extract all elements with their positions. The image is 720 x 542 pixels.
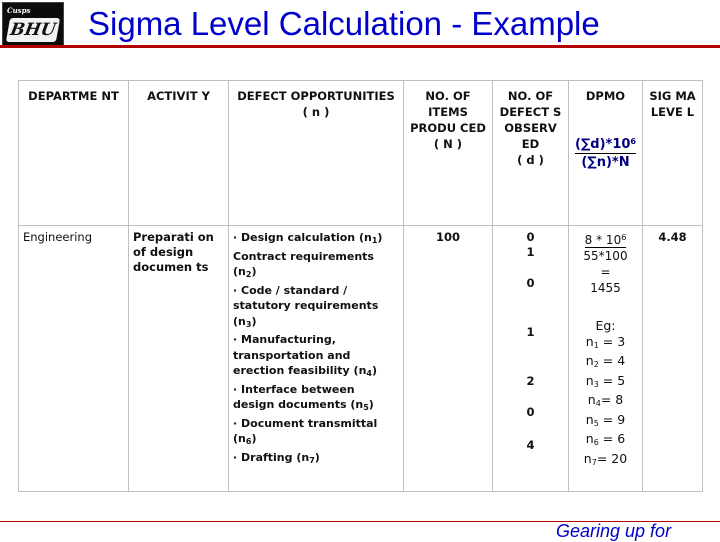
example-n: n (585, 353, 594, 368)
example-value: = 4 (598, 353, 626, 368)
bullet: · (233, 416, 242, 430)
header-dpmo: DPMO $(\sum d)*10^6$ (∑n)*N (569, 81, 643, 226)
cell-defect-opportunities (229, 226, 404, 492)
example-item (573, 451, 638, 471)
cell-defects-observed (493, 226, 569, 492)
logo-top-text: Cusps (7, 6, 31, 15)
example-subscript: 3 (593, 379, 599, 389)
defect-label: (n (350, 398, 364, 411)
defect-label: (n (353, 364, 367, 377)
example-n: n (583, 450, 592, 466)
defect-label: (n (358, 231, 372, 244)
defect-text: Manufacturing, transportation and erection feasibility (233, 333, 354, 377)
example-list (573, 334, 638, 471)
dpmo-calc: $8 * 10^6$ 55*100 = 1455 (583, 233, 628, 295)
defect-subscript: 4 (366, 369, 372, 378)
example-value: = 9 (598, 411, 626, 427)
defect-label-close: ) (368, 398, 374, 411)
defect-subscript: 5 (363, 403, 369, 412)
slide-title: Sigma Level Calculation - Example (88, 5, 600, 42)
example-item (573, 392, 638, 412)
example-subscript: 4 (595, 399, 601, 408)
defects-observed-list (497, 230, 564, 453)
bullet: · (233, 450, 242, 464)
cell-department: Engineering (19, 226, 129, 492)
defect-subscript: 3 (245, 319, 252, 329)
dpmo-calc-numerator: $8 * 10^6$ (584, 233, 627, 247)
defect-count: 1 (526, 245, 535, 259)
defect-opportunity-item (233, 382, 399, 416)
example-subscript: 7 (591, 457, 597, 467)
bullet: · (233, 231, 242, 244)
defect-label-close: ) (251, 314, 257, 328)
example-n: n (587, 392, 596, 407)
header-items-produced: NO. OF ITEMS PRODU CED ( N ) (404, 81, 493, 226)
dpmo-formula-numerator: $(\sum d)*10^6$ (575, 134, 636, 154)
defect-label: (n (233, 432, 246, 445)
defect-text: Document transmittal (241, 416, 378, 430)
table-row (19, 226, 703, 492)
defect-label: (n (296, 450, 310, 464)
defect-subscript: 1 (371, 236, 378, 245)
example-values: Eg: $n_1 = 3$ $n_2 = 4$ $n_3 = 5$ $n_4= 8$ $n_5 = 9$ $n_6 = 6$ $n_7= 20$ (573, 318, 638, 470)
defect-label-close: ) (251, 265, 257, 278)
example-item (573, 412, 638, 432)
defect-label-close: ) (371, 364, 378, 377)
header-department: DEPARTME NT (19, 81, 129, 226)
defect-opportunity-item (233, 283, 399, 333)
defect-text: Design calculation (241, 231, 359, 244)
footer-text: Gearing up for (556, 521, 672, 541)
defect-text: Drafting (241, 450, 297, 464)
defect-label: (n (233, 265, 246, 278)
defect-count: 2 (526, 374, 535, 388)
example-value: = 8 (600, 392, 624, 407)
example-n: n (585, 372, 594, 388)
example-n: n (585, 431, 594, 446)
defect-count: 0 (526, 230, 535, 244)
title-divider (0, 45, 720, 48)
defect-text: Contract requirements (233, 249, 374, 263)
example-item (573, 431, 638, 451)
table-header-row (19, 81, 703, 226)
example-value: = 3 (598, 333, 626, 349)
dpmo-formula-denominator: (∑n)*N (581, 155, 630, 170)
defect-label-close: ) (377, 231, 383, 244)
defect-list (233, 230, 399, 468)
defect-text: Code / standard / statutory requirements (233, 283, 379, 312)
cell-activity: Preparati on of design documen ts (129, 226, 229, 492)
bullet: · (233, 333, 242, 346)
example-item (573, 334, 638, 354)
defect-subscript: 7 (309, 455, 315, 465)
defect-count: 0 (526, 405, 535, 419)
bullet: · (233, 283, 242, 297)
example-item (573, 353, 638, 373)
bullet: · (233, 382, 242, 396)
defect-opportunity-item (233, 416, 399, 450)
header-defect-opportunities: DEFECT OPPORTUNITIES ( n ) (229, 81, 404, 226)
defect-label-close: ) (251, 432, 257, 445)
cell-dpmo (569, 226, 643, 492)
header-activity: ACTIVIT Y (129, 81, 229, 226)
example-subscript: 2 (593, 360, 599, 369)
sigma-table (18, 80, 703, 492)
defect-count: 4 (526, 438, 535, 452)
header-defects-observed: NO. OF DEFECT S OBSERV ED ( d ) (493, 81, 569, 226)
example-subscript: 6 (593, 438, 599, 447)
defect-label-close: ) (314, 450, 320, 464)
defect-opportunity-item (233, 332, 399, 382)
defect-subscript: 6 (245, 437, 252, 446)
example-subscript: 1 (593, 340, 599, 350)
defect-count: 0 (526, 276, 535, 290)
header-sigma-level: SIG MA LEVE L (643, 81, 703, 226)
defect-opportunity-item (233, 249, 399, 283)
example-value: = 6 (598, 431, 626, 446)
example-n: n (585, 333, 594, 349)
defect-text: Interface between design documents (233, 382, 355, 411)
cell-sigma-level: 4.48 (643, 226, 703, 492)
example-value: = 5 (598, 372, 626, 388)
company-logo (2, 2, 64, 46)
defect-label: (n (233, 314, 246, 328)
example-value: = 20 (596, 450, 628, 466)
defect-count: 1 (526, 325, 535, 339)
defect-opportunity-item (233, 450, 399, 469)
cell-items-produced: 100 (404, 226, 493, 492)
defect-opportunity-item (233, 230, 399, 249)
example-subscript: 5 (593, 418, 599, 428)
logo-main-text: BHU (6, 18, 60, 42)
defect-subscript: 2 (245, 270, 252, 279)
example-n: n (585, 411, 594, 427)
example-item (573, 373, 638, 393)
